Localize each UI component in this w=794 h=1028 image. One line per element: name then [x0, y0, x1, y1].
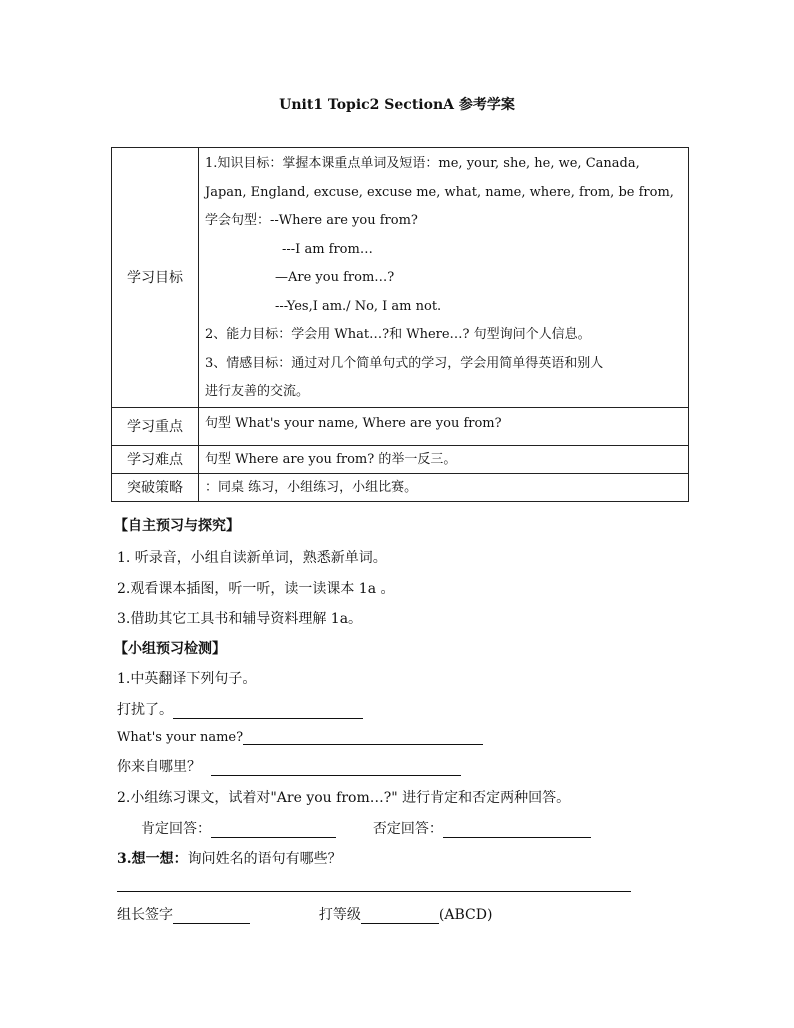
strategies-content: ：同桌 练习，小组练习，小组比赛。: [199, 473, 689, 501]
signature-label: 组长签字: [117, 907, 173, 923]
translate-prompt: 打扰了。: [117, 702, 173, 718]
affirmative-blank[interactable]: [211, 823, 336, 838]
key-points-label: 学习重点: [112, 407, 199, 445]
question-3-text: 询问姓名的语句有哪些？: [187, 851, 342, 867]
preview-item: 1. 听录音，小组自读新单词，熟悉新单词。: [117, 550, 387, 566]
signature-blank[interactable]: [173, 909, 250, 924]
question-3: [117, 848, 694, 868]
translate-item-3: [117, 756, 694, 776]
difficulties-content: 句型 Where are you from? 的举一反三。: [199, 445, 689, 473]
objective-line: ---Yes,I am./ No, I am not.: [275, 298, 442, 314]
answer-blank[interactable]: [243, 730, 483, 745]
grade-blank[interactable]: [361, 909, 439, 924]
table-row-objectives: [112, 148, 689, 408]
preview-item: 3.借助其它工具书和辅导资料理解 1a。: [117, 611, 363, 627]
key-points-content: 句型 What's your name, Where are you from?: [199, 407, 689, 445]
question-3-lead: 3.想一想：: [117, 851, 188, 867]
translate-prompt: 你来自哪里？: [117, 759, 201, 775]
objective-line: 学会句型：--Where are you from?: [205, 213, 418, 228]
answer-blank[interactable]: [173, 704, 363, 719]
preview-item: 2.观看课本插图，听一听，读一读课本 1a 。: [117, 581, 395, 597]
answer-row: [141, 818, 694, 838]
translate-item-2: [117, 730, 694, 745]
signature-row: [117, 904, 694, 924]
translate-item-1: [117, 699, 694, 719]
grade-label: 打等级: [318, 907, 361, 923]
question-1: 1.中英翻译下列句子。: [117, 671, 257, 687]
objective-line: Japan, England, excuse, excuse me, what, name, where, from, be from,: [205, 184, 674, 200]
negative-label: 否定回答：: [372, 821, 443, 837]
table-row-key-points: [112, 407, 689, 445]
objective-line: ---I am from…: [282, 241, 373, 257]
difficulties-label: 学习难点: [112, 445, 199, 473]
check-heading: 【小组预习检测】: [114, 641, 226, 657]
objective-line: 1.知识目标：掌握本课重点单词及短语：me, your, she, he, we, Canada,: [205, 156, 640, 171]
objective-line: 2、能力目标：学会用 What…?和 Where…? 句型询问个人信息。: [205, 327, 591, 342]
study-plan-table: [111, 147, 689, 502]
objective-line: 3、情感目标：通过对几个简单句式的学习，学会用简单得英语和别人: [205, 355, 604, 371]
table-row-strategies: [112, 473, 689, 501]
objective-line: —Are you from…?: [275, 270, 395, 285]
table-row-difficulties: [112, 445, 689, 473]
page-title: Unit1 Topic2 SectionA 参考学案: [279, 97, 515, 113]
grade-options: (ABCD): [438, 907, 493, 923]
strategies-label: 突破策略: [112, 473, 199, 501]
question-2: 2.小组练习课文，试着对"Are you from…?" 进行肯定和否定两种回答。: [117, 790, 571, 806]
long-answer-blank[interactable]: [117, 891, 631, 892]
translate-prompt: What's your name?: [117, 730, 244, 745]
objective-line: 进行友善的交流。: [205, 384, 310, 399]
objectives-content: [199, 148, 689, 408]
answer-blank[interactable]: [211, 761, 461, 776]
negative-blank[interactable]: [443, 823, 591, 838]
objectives-label: 学习目标: [112, 148, 199, 408]
affirmative-label: 肯定回答：: [141, 821, 211, 837]
preview-heading: 【自主预习与探究】: [114, 518, 240, 534]
